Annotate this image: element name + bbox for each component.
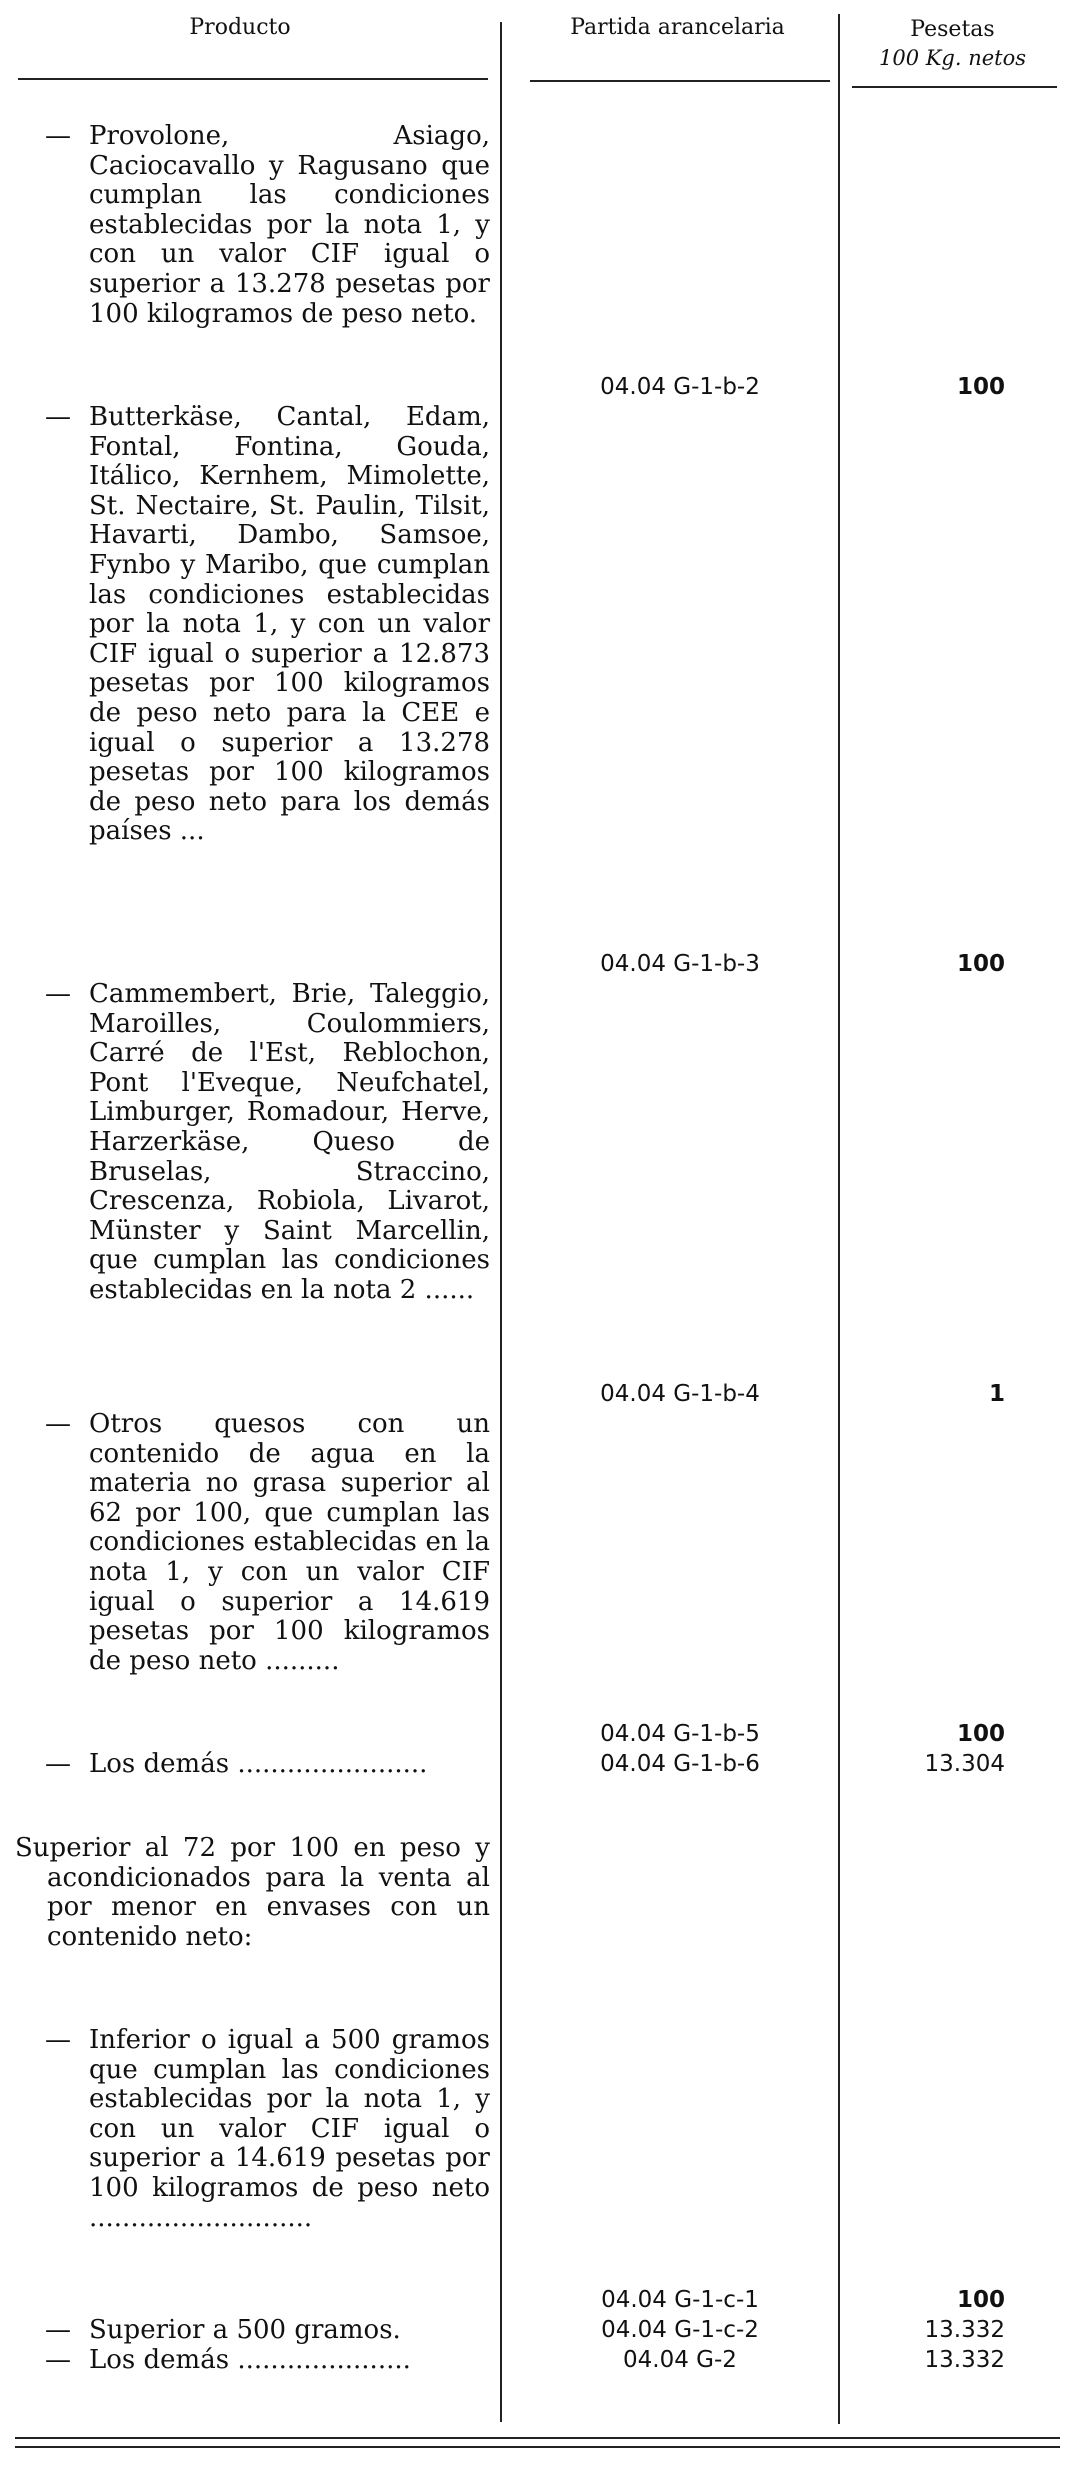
bottom-rule-2 bbox=[15, 2446, 1060, 2448]
column-divider-left bbox=[500, 22, 502, 2422]
tariff-code: 04.04 G-1-b-4 bbox=[600, 1381, 760, 1407]
column-divider-right bbox=[838, 14, 840, 2424]
entry-otros-quesos bbox=[45, 1410, 490, 1676]
section-superior-72 bbox=[15, 1834, 490, 1952]
pesetas-value: 13.304 bbox=[924, 1751, 1005, 1777]
pesetas-value: 100 bbox=[956, 951, 1005, 977]
header-pesetas bbox=[850, 16, 1055, 72]
entry-text: Provolone, Asiago, Caciocavallo y Ragusano que cumplan las condiciones establecidas por la nota 1, y con un valor CIF igual o superior a 13.278 pesetas por 100 kilogramos de peso neto. bbox=[89, 121, 490, 329]
header-pesetas-label: Pesetas bbox=[910, 17, 995, 42]
pesetas-value: 100 bbox=[956, 1721, 1005, 1747]
pesetas-value: 100 bbox=[956, 2287, 1005, 2313]
dash-mark: — bbox=[45, 2315, 71, 2345]
tariff-code: 04.04 G-2 bbox=[623, 2347, 737, 2373]
dash-mark: — bbox=[45, 2025, 71, 2055]
dash-mark: — bbox=[45, 2345, 71, 2375]
bottom-rule-1 bbox=[15, 2437, 1060, 2439]
dash-mark: — bbox=[45, 1749, 71, 1779]
entry-butterkase bbox=[45, 403, 490, 847]
entry-superior-500 bbox=[45, 2316, 490, 2346]
tariff-code: 04.04 G-1-b-5 bbox=[600, 1721, 760, 1747]
entry-text: Los demás ..................... bbox=[89, 2345, 411, 2375]
entry-text: Otros quesos con un contenido de agua en la materia no grasa superior al 62 por 100, que cumplan las condiciones establecidas en la nota 1, y con un valor CIF igual o superior a 14.619 pesetas por 100 kilogramos de peso neto ......... bbox=[89, 1409, 490, 1676]
tariff-code: 04.04 G-1-b-6 bbox=[600, 1751, 760, 1777]
entry-inferior-500 bbox=[45, 2026, 490, 2233]
pesetas-value: 1 bbox=[988, 1381, 1005, 1407]
tariff-code: 04.04 G-1-b-2 bbox=[600, 374, 760, 400]
entry-los-demas bbox=[45, 1750, 490, 1780]
header-rule-product bbox=[18, 78, 488, 80]
tariff-code: 04.04 G-1-c-1 bbox=[601, 2287, 759, 2313]
dash-mark: — bbox=[45, 402, 71, 432]
tariff-code: 04.04 G-1-c-2 bbox=[601, 2317, 759, 2343]
entry-text: Los demás ....................... bbox=[89, 1749, 428, 1779]
header-rule-pesetas bbox=[852, 86, 1057, 88]
entry-text: Cammembert, Brie, Taleggio, Maroilles, Coulommiers, Carré de l'Est, Reblochon, Pont l'Eveque, Neufchatel, Limburger, Romadour, Herve, Harzerkäse, Queso de Bruselas, Straccino, Crescenza, Robiola, Livarot, Münster y Saint Marcellin, que cumplan las condiciones establecidas en la nota 2 ...... bbox=[89, 979, 490, 1305]
section-text: Superior al 72 por 100 en peso y acondicionados para la venta al por menor en envases con un contenido neto: bbox=[15, 1833, 490, 1952]
dash-mark: — bbox=[45, 121, 71, 151]
header-pesetas-unit: 100 Kg. netos bbox=[878, 46, 1027, 70]
entry-provolone bbox=[45, 122, 490, 329]
pesetas-value: 13.332 bbox=[924, 2347, 1005, 2373]
pesetas-value: 100 bbox=[956, 374, 1005, 400]
entry-text: Superior a 500 gramos. bbox=[89, 2315, 401, 2345]
header-rule-tariff bbox=[530, 80, 830, 82]
header-partida-arancelaria: Partida arancelaria bbox=[570, 15, 785, 40]
dash-mark: — bbox=[45, 1409, 71, 1439]
header-producto: Producto bbox=[189, 15, 291, 40]
entry-cammembert bbox=[45, 980, 490, 1306]
entry-los-demas-2 bbox=[45, 2346, 490, 2376]
dash-mark: — bbox=[45, 979, 71, 1009]
entry-text: Butterkäse, Cantal, Edam, Fontal, Fontina, Gouda, Itálico, Kernhem, Mimolette, St. Nectaire, St. Paulin, Tilsit, Havarti, Dambo, Samsoe, Fynbo y Maribo, que cumplan las condiciones establecidas por la nota 1, y con un valor CIF igual o superior a 12.873 pesetas por 100 kilogramos de peso neto para la CEE e igual o superior a 13.278 pesetas por 100 kilogramos de peso neto para los demás países ... bbox=[89, 402, 490, 847]
entry-text: Inferior o igual a 500 gramos que cumplan las condiciones establecidas por la nota 1, y con un valor CIF igual o superior a 14.619 pesetas por 100 kilogramos de peso neto ........................... bbox=[89, 2025, 490, 2233]
pesetas-value: 13.332 bbox=[924, 2317, 1005, 2343]
tariff-code: 04.04 G-1-b-3 bbox=[600, 951, 760, 977]
